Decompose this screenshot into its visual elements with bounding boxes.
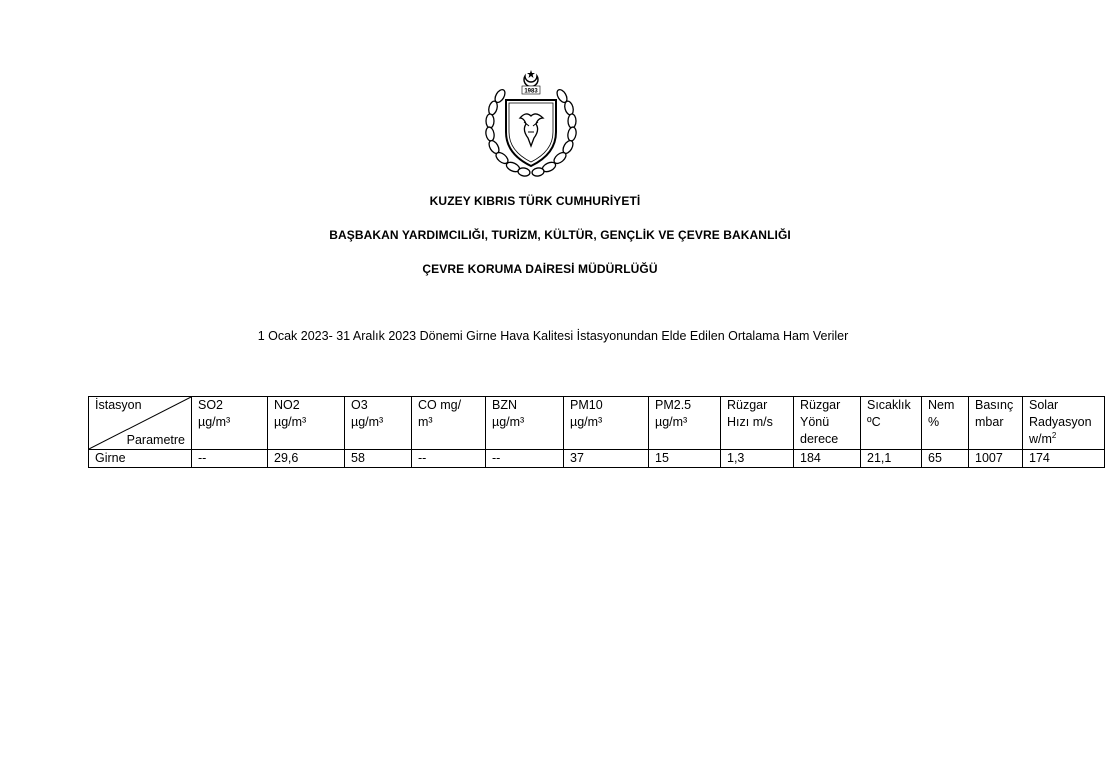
value-cell: 184 xyxy=(794,450,861,468)
column-header: Rüzgar Hızı m/s xyxy=(721,397,794,450)
column-header: Rüzgar Yönü derece xyxy=(794,397,861,450)
column-header: Nem % xyxy=(922,397,969,450)
value-cell: 21,1 xyxy=(861,450,922,468)
value-cell: 15 xyxy=(649,450,721,468)
republic-title: KUZEY KIBRIS TÜRK CUMHURİYETİ xyxy=(429,194,641,208)
department-title: ÇEVRE KORUMA DAİRESİ MÜDÜRLÜĞÜ xyxy=(422,262,658,276)
table-row xyxy=(89,450,1105,468)
value-cell: -- xyxy=(412,450,486,468)
state-emblem xyxy=(476,66,586,181)
column-header: CO mg/ m³ xyxy=(412,397,486,450)
value-cell: 174 xyxy=(1023,450,1105,468)
station-parameter-corner xyxy=(89,397,192,450)
station-cell: Girne xyxy=(89,450,192,468)
value-cell: 1007 xyxy=(969,450,1023,468)
column-header: Basınç mbar xyxy=(969,397,1023,450)
value-cell: -- xyxy=(486,450,564,468)
column-header: PM10 µg/m³ xyxy=(564,397,649,450)
value-cell: -- xyxy=(192,450,268,468)
value-cell: 58 xyxy=(345,450,412,468)
column-header: NO2 µg/m³ xyxy=(268,397,345,450)
ministry-title: BAŞBAKAN YARDIMCILIĞI, TURİZM, KÜLTÜR, GENÇLİK VE ÇEVRE BAKANLIĞI xyxy=(329,228,791,242)
value-cell: 65 xyxy=(922,450,969,468)
column-header: O3 µg/m³ xyxy=(345,397,412,450)
column-header: PM2.5 µg/m³ xyxy=(649,397,721,450)
value-cell: 37 xyxy=(564,450,649,468)
value-cell: 1,3 xyxy=(721,450,794,468)
station-header: İstasyon xyxy=(95,398,142,412)
parameter-header: Parametre xyxy=(126,433,185,447)
column-header: SO2 µg/m³ xyxy=(192,397,268,450)
column-header: Sıcaklık ºC xyxy=(861,397,922,450)
column-header: BZN µg/m³ xyxy=(486,397,564,450)
value-cell: 29,6 xyxy=(268,450,345,468)
table-header-row xyxy=(89,397,1105,450)
column-header: Solar Radyasyon $w/m^2$ xyxy=(1023,397,1105,450)
air-quality-table xyxy=(88,396,1105,468)
report-subtitle: 1 Ocak 2023- 31 Aralık 2023 Dönemi Girne Hava Kalitesi İstasyonundan Elde Edilen Ortalama Ham Veriler xyxy=(257,329,849,343)
svg-text:1983: 1983 xyxy=(524,88,538,95)
